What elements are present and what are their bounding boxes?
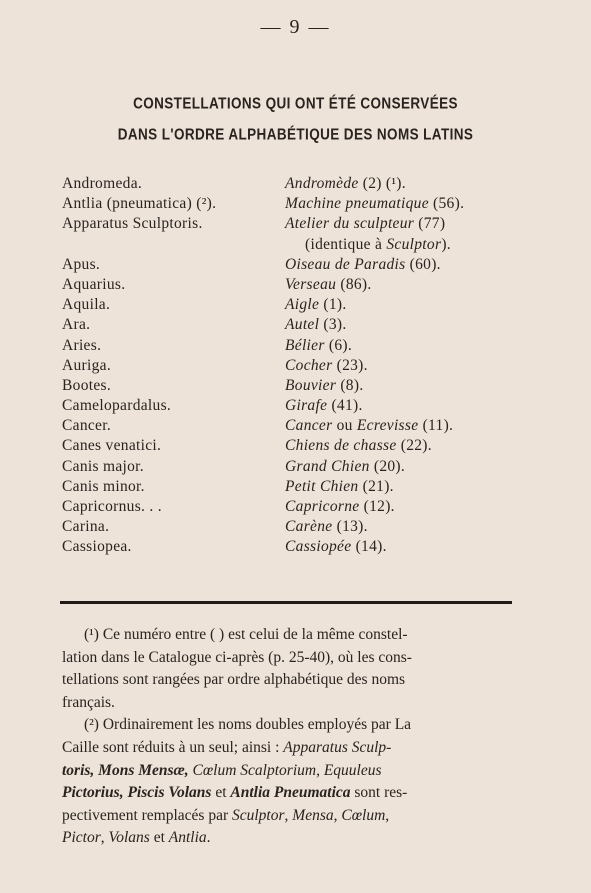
table-row — [0, 315, 591, 335]
table-row — [0, 477, 591, 497]
latin-name: Cassiopea. — [62, 538, 132, 556]
table-row — [0, 214, 591, 254]
footnotes — [62, 624, 514, 850]
french-name: Aigle (1). — [285, 296, 347, 314]
table-row — [0, 255, 591, 275]
table-row — [0, 336, 591, 356]
footnote-1-line: (¹) Ce numéro entre ( ) est celui de la même constel- — [84, 626, 408, 643]
table-row — [0, 356, 591, 376]
latin-name: Aquila. — [62, 296, 111, 314]
table-row — [0, 194, 591, 214]
latin-name: Camelopardalus. — [62, 397, 172, 415]
latin-name: Apus. — [62, 255, 101, 273]
french-name: Petit Chien (21). — [285, 477, 394, 495]
table-row — [0, 517, 591, 537]
latin-name: Antlia (pneumatica) (²). — [62, 195, 217, 213]
latin-name: Apparatus Sculptoris. — [62, 215, 203, 233]
footnote-1-line: lation dans le Catalogue ci-après (p. 25-40), où les cons- — [62, 648, 412, 666]
latin-name: Canis major. — [62, 457, 144, 475]
latin-name: Bootes. — [62, 376, 112, 394]
footnote-1-line: français. — [62, 693, 115, 711]
footnote-2-line: pectivement remplacés par Sculptor, Mensa, Cœlum, — [62, 806, 390, 824]
french-name: Cancer ou Ecrevisse (11). — [285, 417, 454, 435]
latin-name: Auriga. — [62, 356, 112, 374]
footnote-2-line: toris, Mons Mensæ, Cœlum Scalptorium, Equuleus — [62, 761, 382, 779]
french-name: Capricorne (12). — [285, 498, 395, 516]
table-row — [0, 295, 591, 315]
french-name: Bouvier (8). — [285, 376, 364, 394]
heading-line-1: CONSTELLATIONS QUI ONT ÉTÉ CONSERVÉES — [133, 94, 458, 113]
table-row — [0, 537, 591, 557]
heading-line-2: DANS L'ORDRE ALPHABÉTIQUE DES NOMS LATINS — [117, 125, 474, 144]
table-row — [0, 376, 591, 396]
french-name: Chiens de chasse (22). — [285, 437, 432, 455]
french-name: Andromède (2) (¹). — [285, 175, 406, 192]
latin-name: Canis minor. — [62, 477, 145, 495]
latin-name: Aries. — [62, 336, 102, 354]
latin-name: Ara. — [62, 316, 91, 334]
french-name: Bélier (6). — [285, 336, 353, 354]
table-row — [0, 416, 591, 436]
french-name: Grand Chien (20). — [285, 457, 406, 475]
table-row — [0, 497, 591, 517]
constellation-table — [0, 174, 591, 558]
latin-name: Canes venatici. — [62, 437, 162, 455]
table-row — [0, 174, 591, 194]
separator-rule — [60, 601, 512, 604]
footnote-2-line: Caille sont réduits à un seul; ainsi : Apparatus Sculp- — [62, 738, 392, 756]
footnote-2-line: Pictor, Volans et Antlia. — [62, 829, 211, 847]
footnote-2-line: (²) Ordinairement les noms doubles employés par La — [84, 716, 412, 734]
latin-name: Aquarius. — [62, 275, 126, 293]
french-name: Cocher (23). — [285, 356, 368, 374]
french-name: Girafe (41). — [285, 397, 363, 415]
french-name: Atelier du sculpteur (77) (identique à Sculptor). — [285, 215, 451, 253]
page-heading — [0, 88, 591, 150]
latin-name: Capricornus. . . — [62, 498, 162, 516]
page-number: — 9 — — [260, 16, 331, 38]
table-row — [0, 436, 591, 456]
french-name: Oiseau de Paradis (60). — [285, 255, 441, 273]
latin-name: Cancer. — [62, 417, 112, 435]
french-name: Carène (13). — [285, 518, 368, 536]
table-row — [0, 275, 591, 295]
latin-name: Andromeda. — [62, 175, 143, 192]
table-row — [0, 457, 591, 477]
footnote-2-line: Pictorius, Piscis Volans et Antlia Pneumatica sont res- — [62, 784, 408, 802]
french-name: Autel (3). — [285, 316, 347, 334]
french-name: Verseau (86). — [285, 275, 372, 293]
footnote-1-line: tellations sont rangées par ordre alphabétique des noms — [62, 671, 406, 689]
french-name: Machine pneumatique (56). — [285, 195, 465, 213]
french-name: Cassiopée (14). — [285, 538, 387, 556]
table-row — [0, 396, 591, 416]
latin-name: Carina. — [62, 518, 110, 536]
